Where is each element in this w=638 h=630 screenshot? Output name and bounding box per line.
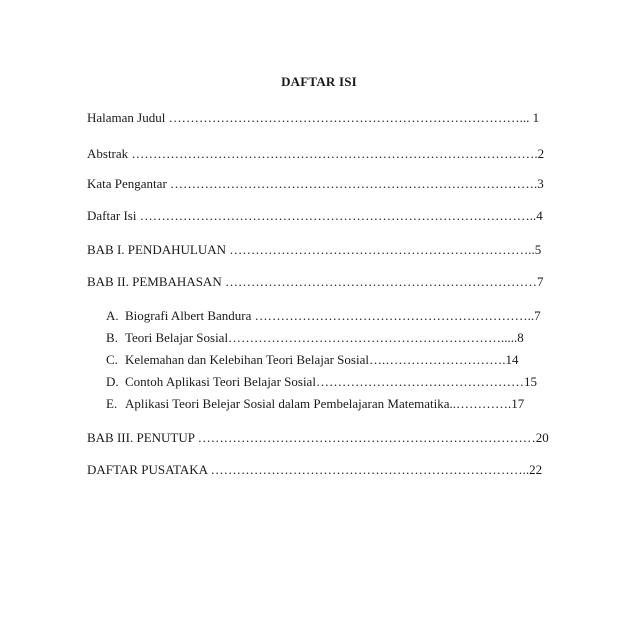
toc-entry-bab-1	[87, 242, 541, 258]
toc-entry-kata-pengantar	[87, 176, 544, 192]
toc-subentry-marker: E.	[106, 396, 118, 411]
toc-subentry-b	[106, 330, 524, 346]
toc-entry-halaman-judul	[87, 110, 539, 126]
toc-subentry-marker: A.	[106, 308, 119, 323]
toc-entry-daftar-pustaka	[87, 462, 542, 478]
toc-subentry-d	[106, 374, 537, 390]
toc-subentry-marker: D.	[106, 374, 119, 389]
toc-entry-text: Kata Pengantar ………………………………………………………………………….3	[87, 176, 544, 191]
toc-subentry-marker: B.	[106, 330, 118, 345]
page-title: DAFTAR ISI	[281, 74, 357, 89]
toc-subentry-text: Aplikasi Teori Belejar Sosial dalam Pembelajaran Matematika..………….17	[125, 396, 525, 411]
toc-entry-text: DAFTAR PUSATAKA ………………………………………………………………..22	[87, 462, 543, 477]
toc-subentry-text: Kelemahan dan Kelebihan Teori Belajar Sosial….……………………….14	[125, 352, 519, 367]
toc-entry-text: BAB III. PENUTUP ……………………………………………………………………20	[87, 430, 549, 445]
toc-entry-abstrak	[87, 146, 544, 162]
toc-entry-text: BAB II. PEMBAHASAN ………………………………………………………………7	[87, 274, 544, 289]
toc-subentry-text: Contoh Aplikasi Teori Belajar Sosial…………………………………………15	[125, 374, 537, 389]
toc-subentry-text: Teori Belajar Sosial……………………………………………………….....8	[125, 330, 524, 345]
toc-entry-daftar-isi	[87, 208, 543, 224]
toc-entry-bab-3	[87, 430, 549, 446]
toc-entry-text: BAB I. PENDAHULUAN ……………………………………………………………..5	[87, 242, 542, 257]
toc-entry-bab-2	[87, 274, 543, 290]
toc-entry-text: Daftar Isi ………………………………………………………………………………..4	[87, 208, 543, 223]
toc-subentry-c	[106, 352, 518, 368]
toc-entry-text: Halaman Judul ………………………………………………………………………... 1	[87, 110, 540, 125]
toc-subentry-marker: C.	[106, 352, 118, 367]
toc-subentry-text: Biografi Albert Bandura ………………………………………………………..7	[125, 308, 541, 323]
toc-subentry-a	[106, 308, 541, 324]
toc-entry-text: Abstrak ………………………………………………………………………………….2	[87, 146, 545, 161]
toc-subentry-e	[106, 396, 524, 412]
